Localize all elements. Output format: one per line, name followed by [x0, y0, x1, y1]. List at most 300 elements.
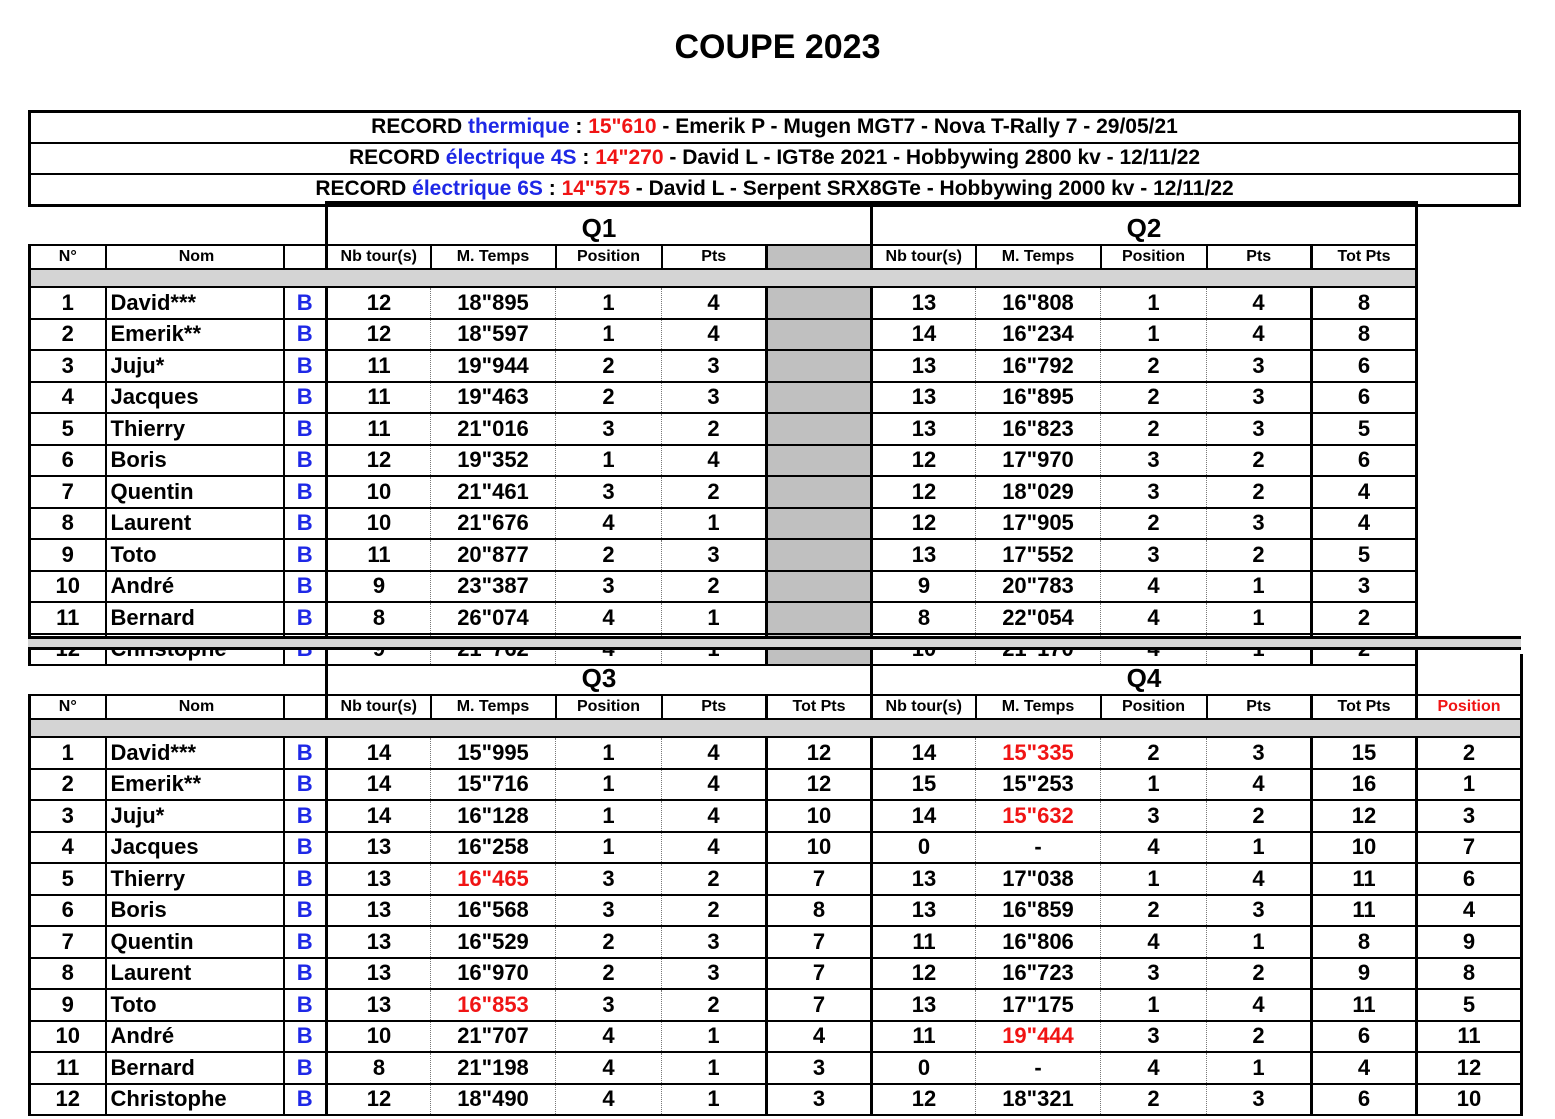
record-line: [31, 142, 1518, 173]
final-position: 6: [1417, 863, 1522, 895]
driver-number: 8: [30, 958, 106, 990]
spacer-cell: [284, 719, 327, 737]
q3-pts: 4: [662, 832, 767, 864]
q4-pts: 4: [1207, 863, 1312, 895]
q2-time: 16"792: [976, 350, 1101, 382]
driver-number: 9: [30, 539, 106, 571]
driver-name: Quentin: [106, 476, 284, 508]
q4-pts: 1: [1207, 832, 1312, 864]
record-prefix: RECORD: [371, 115, 468, 138]
q1-position: 4: [556, 602, 662, 634]
final-blank: [1417, 654, 1522, 695]
table-row: [30, 445, 1417, 477]
q3-time: 16"853: [431, 989, 556, 1021]
q3-laps: 10: [327, 1021, 431, 1053]
q1-laps: 12: [327, 445, 431, 477]
q2-position: 3: [1101, 445, 1207, 477]
q2-total: 6: [1312, 350, 1417, 382]
q4-position: 4: [1101, 832, 1207, 864]
q1-time: 18"597: [431, 319, 556, 351]
q3-total: 10: [767, 832, 872, 864]
q2-pts: 2: [1207, 539, 1312, 571]
q4-position: 3: [1101, 1021, 1207, 1053]
q4-position: 2: [1101, 895, 1207, 927]
col-header-blank: [284, 695, 327, 719]
table-row: [30, 350, 1417, 382]
q4-laps: 13: [872, 863, 976, 895]
q1-position: 2: [556, 350, 662, 382]
spacer-cell: [1101, 269, 1207, 287]
driver-class: B: [284, 445, 327, 477]
q3-total: 12: [767, 737, 872, 769]
q1-empty: [767, 319, 872, 351]
q4-total: 11: [1312, 895, 1417, 927]
q2-position: 1: [1101, 319, 1207, 351]
table-row: [30, 539, 1417, 571]
table-row: [30, 413, 1417, 445]
q3-pts: 4: [662, 737, 767, 769]
q2-position: 2: [1101, 413, 1207, 445]
driver-number: 5: [30, 863, 106, 895]
q2-laps: 13: [872, 539, 976, 571]
q1-pts: 4: [662, 445, 767, 477]
q2-time: 20"783: [976, 571, 1101, 603]
q3-position: 1: [556, 800, 662, 832]
q3-laps: 13: [327, 958, 431, 990]
q4-header: Q4: [872, 654, 1417, 695]
q4-pts: 3: [1207, 1084, 1312, 1116]
record-separator: :: [576, 146, 596, 169]
q4-time: 15"632: [976, 800, 1101, 832]
block-separator: [28, 636, 1521, 650]
q2-total: 4: [1312, 476, 1417, 508]
q4-total: 6: [1312, 1084, 1417, 1116]
spacer-cell: [1417, 719, 1522, 737]
q3-laps: 13: [327, 863, 431, 895]
driver-class: B: [284, 1021, 327, 1053]
q4-position: 1: [1101, 989, 1207, 1021]
record-category: électrique 4S: [445, 146, 577, 169]
final-position: 9: [1417, 926, 1522, 958]
driver-class: B: [284, 863, 327, 895]
table-row: [30, 989, 1522, 1021]
q2-pts: 4: [1207, 287, 1312, 319]
record-category: électrique 6S: [412, 177, 543, 200]
driver-name: André: [106, 571, 284, 603]
table-row: [30, 571, 1417, 603]
driver-number: 10: [30, 1021, 106, 1053]
q3-laps: 13: [327, 895, 431, 927]
spacer-cell: [662, 719, 767, 737]
q2-pts: 3: [1207, 382, 1312, 414]
q3-position: 3: [556, 863, 662, 895]
q4-total: 11: [1312, 989, 1417, 1021]
q1-position: 3: [556, 476, 662, 508]
q4-total: 15: [1312, 737, 1417, 769]
col-header-number: N°: [30, 245, 106, 269]
q3-header-position: Position: [556, 695, 662, 719]
table-row: [30, 800, 1522, 832]
q4-laps: 0: [872, 832, 976, 864]
spacer-cell: [1207, 719, 1312, 737]
q4-pts: 2: [1207, 958, 1312, 990]
driver-class: B: [284, 895, 327, 927]
q4-laps: 13: [872, 989, 976, 1021]
driver-number: 3: [30, 350, 106, 382]
spacer-cell: [872, 719, 976, 737]
driver-class: B: [284, 571, 327, 603]
final-position: 11: [1417, 1021, 1522, 1053]
final-position: 12: [1417, 1052, 1522, 1084]
driver-class: B: [284, 769, 327, 801]
q1-empty: [767, 602, 872, 634]
table-row: [30, 319, 1417, 351]
q3-total: 8: [767, 895, 872, 927]
q2-pts: 3: [1207, 350, 1312, 382]
results-table-q1-q2: [28, 201, 1418, 666]
q4-laps: 0: [872, 1052, 976, 1084]
q4-header-time: M. Temps: [976, 695, 1101, 719]
driver-name: Laurent: [106, 958, 284, 990]
spacer-cell: [1207, 269, 1312, 287]
driver-number: 6: [30, 445, 106, 477]
q2-time: 17"905: [976, 508, 1101, 540]
q2-total: 8: [1312, 287, 1417, 319]
record-line: [31, 173, 1518, 204]
q4-position: 4: [1101, 1052, 1207, 1084]
q3-total: 7: [767, 926, 872, 958]
driver-name: Toto: [106, 539, 284, 571]
q4-total: 6: [1312, 1021, 1417, 1053]
q1-position: 3: [556, 413, 662, 445]
q4-header-laps: Nb tour(s): [872, 695, 976, 719]
driver-name: Toto: [106, 989, 284, 1021]
driver-class: B: [284, 958, 327, 990]
q1-header-laps: Nb tour(s): [327, 245, 431, 269]
q3-pts: 2: [662, 863, 767, 895]
table-row: [30, 508, 1417, 540]
spacer-cell: [767, 269, 872, 287]
spacer-cell: [327, 269, 431, 287]
q4-position: 3: [1101, 800, 1207, 832]
q3-position: 1: [556, 832, 662, 864]
q3-laps: 14: [327, 769, 431, 801]
spacer-cell: [872, 269, 976, 287]
q4-total: 10: [1312, 832, 1417, 864]
q3-total: 3: [767, 1084, 872, 1116]
col-header-blank: [284, 245, 327, 269]
table-row: [30, 769, 1522, 801]
q1-time: 26"074: [431, 602, 556, 634]
final-position: 5: [1417, 989, 1522, 1021]
q2-total: 8: [1312, 319, 1417, 351]
final-position: 8: [1417, 958, 1522, 990]
q3-laps: 13: [327, 926, 431, 958]
driver-number: 4: [30, 382, 106, 414]
driver-number: 7: [30, 476, 106, 508]
q1-pts: 3: [662, 382, 767, 414]
driver-name: Christophe: [106, 1084, 284, 1116]
q4-pts: 3: [1207, 895, 1312, 927]
q1-empty: [767, 350, 872, 382]
driver-class: B: [284, 382, 327, 414]
driver-number: 10: [30, 571, 106, 603]
record-category: thermique: [468, 115, 570, 138]
spacer-cell: [106, 269, 284, 287]
table-row: [30, 863, 1522, 895]
table-row: [30, 602, 1417, 634]
spacer-cell: [284, 269, 327, 287]
q3-time: 16"258: [431, 832, 556, 864]
q1-time: 19"944: [431, 350, 556, 382]
spacer-cell: [30, 269, 106, 287]
q2-laps: 9: [872, 571, 976, 603]
driver-number: 12: [30, 1084, 106, 1116]
q3-pts: 1: [662, 1021, 767, 1053]
q3-header-laps: Nb tour(s): [327, 695, 431, 719]
driver-name: Thierry: [106, 863, 284, 895]
driver-name: Juju*: [106, 350, 284, 382]
q3-time: 16"568: [431, 895, 556, 927]
q4-total: 16: [1312, 769, 1417, 801]
final-position-header: Position: [1417, 695, 1522, 719]
q3-pts: 2: [662, 989, 767, 1021]
q2-header-position: Position: [1101, 245, 1207, 269]
q1-time: 19"463: [431, 382, 556, 414]
q1-time: 18"895: [431, 287, 556, 319]
q2-header-laps: Nb tour(s): [872, 245, 976, 269]
q3-time: 16"529: [431, 926, 556, 958]
q2-total: 5: [1312, 413, 1417, 445]
q2-laps: 13: [872, 287, 976, 319]
table-row: [30, 1084, 1522, 1116]
header-blank: [30, 654, 327, 695]
q3-position: 1: [556, 737, 662, 769]
driver-number: 7: [30, 926, 106, 958]
table-row: [30, 832, 1522, 864]
driver-class: B: [284, 832, 327, 864]
spacer-cell: [30, 719, 106, 737]
q1-laps: 11: [327, 539, 431, 571]
table-row: [30, 476, 1417, 508]
q1-empty: [767, 445, 872, 477]
q3-position: 2: [556, 926, 662, 958]
record-line: [31, 113, 1518, 142]
driver-class: B: [284, 319, 327, 351]
driver-number: 6: [30, 895, 106, 927]
q1-position: 1: [556, 287, 662, 319]
q3-total: 10: [767, 800, 872, 832]
q3-time: 16"970: [431, 958, 556, 990]
q1-time: 21"461: [431, 476, 556, 508]
q3-pts: 3: [662, 926, 767, 958]
spacer-cell: [1101, 719, 1207, 737]
q4-header-total: Tot Pts: [1312, 695, 1417, 719]
q4-laps: 14: [872, 737, 976, 769]
driver-name: Boris: [106, 895, 284, 927]
q1-laps: 10: [327, 476, 431, 508]
q4-time: 16"723: [976, 958, 1101, 990]
q1-laps: 9: [327, 571, 431, 603]
driver-number: 2: [30, 319, 106, 351]
q1-pts: 3: [662, 350, 767, 382]
q4-position: 2: [1101, 1084, 1207, 1116]
spacer-cell: [976, 269, 1101, 287]
col-header-number: N°: [30, 695, 106, 719]
q1-pts: 2: [662, 476, 767, 508]
driver-name: Juju*: [106, 800, 284, 832]
q2-time: 16"234: [976, 319, 1101, 351]
q3-header: Q3: [327, 654, 872, 695]
q3-total: 4: [767, 1021, 872, 1053]
q4-position: 4: [1101, 926, 1207, 958]
q2-header: Q2: [872, 203, 1417, 246]
q1-header-time: M. Temps: [431, 245, 556, 269]
q1-pts: 1: [662, 602, 767, 634]
spacer-cell: [327, 719, 431, 737]
driver-number: 11: [30, 602, 106, 634]
q3-position: 2: [556, 958, 662, 990]
spacer-cell: [976, 719, 1101, 737]
q2-position: 2: [1101, 350, 1207, 382]
q1-time: 23"387: [431, 571, 556, 603]
q2-laps: 12: [872, 445, 976, 477]
q1-position: 2: [556, 539, 662, 571]
final-position: 1: [1417, 769, 1522, 801]
driver-class: B: [284, 350, 327, 382]
q4-time: 18"321: [976, 1084, 1101, 1116]
final-position: 4: [1417, 895, 1522, 927]
q1-position: 1: [556, 445, 662, 477]
driver-name: David***: [106, 737, 284, 769]
q4-time: 19"444: [976, 1021, 1101, 1053]
driver-class: B: [284, 989, 327, 1021]
q4-time: 17"038: [976, 863, 1101, 895]
q4-total: 12: [1312, 800, 1417, 832]
page-title: COUPE 2023: [674, 28, 881, 66]
q1-position: 3: [556, 571, 662, 603]
q2-laps: 13: [872, 413, 976, 445]
q1-laps: 12: [327, 319, 431, 351]
driver-number: 1: [30, 737, 106, 769]
q1-position: 2: [556, 382, 662, 414]
driver-name: André: [106, 1021, 284, 1053]
q3-position: 3: [556, 989, 662, 1021]
q3-total: 7: [767, 958, 872, 990]
q1-pts: 4: [662, 287, 767, 319]
record-details: - David L - IGT8e 2021 - Hobbywing 2800 kv - 12/11/22: [663, 146, 1201, 169]
q1-laps: 12: [327, 287, 431, 319]
q2-position: 4: [1101, 571, 1207, 603]
spacer-cell: [767, 719, 872, 737]
q1-header-position: Position: [556, 245, 662, 269]
q2-time: 17"552: [976, 539, 1101, 571]
q2-laps: 13: [872, 382, 976, 414]
q2-time: 16"808: [976, 287, 1101, 319]
driver-number: 1: [30, 287, 106, 319]
q4-time: -: [976, 1052, 1101, 1084]
record-time: 14"270: [595, 146, 664, 169]
q2-header-pts: Pts: [1207, 245, 1312, 269]
spacer-cell: [556, 269, 662, 287]
q2-total: 5: [1312, 539, 1417, 571]
q2-pts: 2: [1207, 476, 1312, 508]
q1-header-pts: Pts: [662, 245, 767, 269]
q2-position: 1: [1101, 287, 1207, 319]
spacer-cell: [1312, 719, 1417, 737]
q3-pts: 3: [662, 958, 767, 990]
q2-pts: 3: [1207, 508, 1312, 540]
q3-pts: 4: [662, 769, 767, 801]
q4-position: 1: [1101, 769, 1207, 801]
q3-time: 16"128: [431, 800, 556, 832]
q4-time: 15"253: [976, 769, 1101, 801]
q1-laps: 11: [327, 350, 431, 382]
col-header-name: Nom: [106, 245, 284, 269]
q3-position: 4: [556, 1052, 662, 1084]
q1-pts: 2: [662, 413, 767, 445]
q3-laps: 13: [327, 832, 431, 864]
q2-laps: 12: [872, 508, 976, 540]
q4-total: 4: [1312, 1052, 1417, 1084]
q4-header-pts: Pts: [1207, 695, 1312, 719]
driver-name: Boris: [106, 445, 284, 477]
q2-pts: 1: [1207, 571, 1312, 603]
q4-header-position: Position: [1101, 695, 1207, 719]
q4-laps: 15: [872, 769, 976, 801]
q2-total: 3: [1312, 571, 1417, 603]
q2-pts: 3: [1207, 413, 1312, 445]
q4-position: 2: [1101, 737, 1207, 769]
q3-time: 21"707: [431, 1021, 556, 1053]
q1-time: 21"016: [431, 413, 556, 445]
record-prefix: RECORD: [315, 177, 413, 200]
q4-pts: 3: [1207, 737, 1312, 769]
driver-name: Laurent: [106, 508, 284, 540]
driver-class: B: [284, 737, 327, 769]
q3-pts: 1: [662, 1052, 767, 1084]
q2-time: 18"029: [976, 476, 1101, 508]
q4-position: 1: [1101, 863, 1207, 895]
driver-name: Emerik**: [106, 319, 284, 351]
driver-class: B: [284, 539, 327, 571]
q4-total: 8: [1312, 926, 1417, 958]
driver-class: B: [284, 926, 327, 958]
q3-time: 16"465: [431, 863, 556, 895]
table-row: [30, 895, 1522, 927]
q4-pts: 2: [1207, 800, 1312, 832]
driver-name: Quentin: [106, 926, 284, 958]
q1-header: Q1: [327, 203, 872, 246]
q4-time: -: [976, 832, 1101, 864]
q1-pts: 2: [662, 571, 767, 603]
q4-time: 15"335: [976, 737, 1101, 769]
driver-class: B: [284, 1084, 327, 1116]
q2-position: 2: [1101, 382, 1207, 414]
q3-laps: 14: [327, 800, 431, 832]
q1-empty: [767, 287, 872, 319]
q4-pts: 2: [1207, 1021, 1312, 1053]
q3-laps: 13: [327, 989, 431, 1021]
q1-empty: [767, 508, 872, 540]
q2-position: 3: [1101, 476, 1207, 508]
q2-header-time: M. Temps: [976, 245, 1101, 269]
driver-number: 4: [30, 832, 106, 864]
q3-pts: 4: [662, 800, 767, 832]
q3-laps: 14: [327, 737, 431, 769]
q3-position: 4: [556, 1084, 662, 1116]
record-separator: :: [542, 177, 562, 200]
